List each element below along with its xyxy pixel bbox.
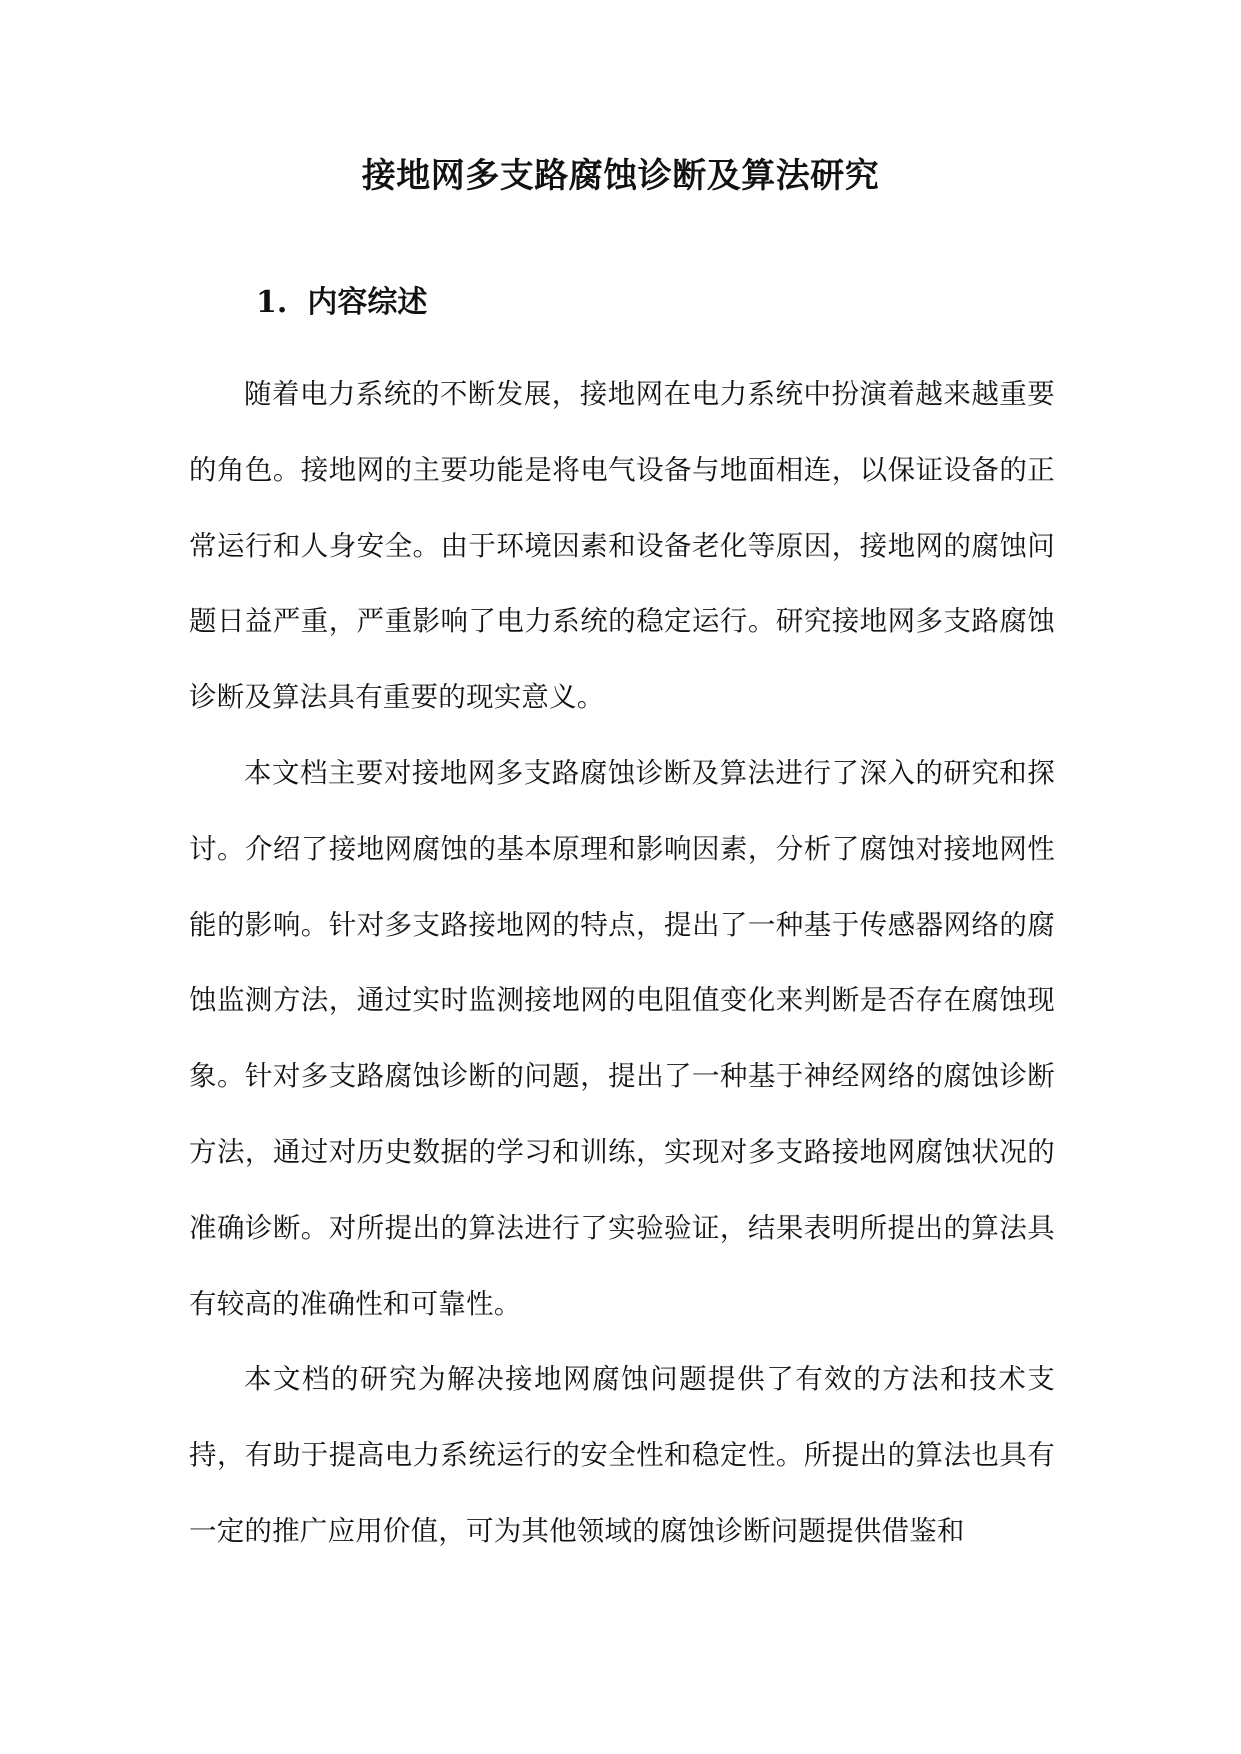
paragraph-2: 本文档主要对接地网多支路腐蚀诊断及算法进行了深入的研究和探讨。介绍了接地网腐蚀的基本原理和影响因素，分析了腐蚀对接地网性能的影响。针对多支路接地网的特点，提出了一种基于传感器网络的腐蚀监测方法，通过实时监测接地网的电阻值变化来判断是否存在腐蚀现象。针对多支路腐蚀诊断的问题，提出了一种基于神经网络的腐蚀诊断方法，通过对历史数据的学习和训练，实现对多支路接地网腐蚀状况的准确诊断。对所提出的算法进行了实验验证，结果表明所提出的算法具有较高的准确性和可靠性。 — [189, 756, 1055, 1320]
paragraph-3: 本文档的研究为解决接地网腐蚀问题提供了有效的方法和技术支持，有助于提高电力系统运行的安全性和稳定性。所提出的算法也具有一定的推广应用价值，可为其他领域的腐蚀诊断问题提供借鉴和 — [189, 1363, 1055, 1547]
paragraph-1: 随着电力系统的不断发展，接地网在电力系统中扮演着越来越重要的角色。接地网的主要功能是将电气设备与地面相连，以保证设备的正常运行和人身安全。由于环境因素和设备老化等原因，接地网的腐蚀问题日益严重，严重影响了电力系统的稳定运行。研究接地网多支路腐蚀诊断及算法具有重要的现实意义。 — [189, 378, 1055, 714]
section-heading-text: 内容综述 — [307, 285, 428, 320]
body-text — [189, 357, 1055, 1570]
section-heading — [256, 280, 427, 326]
section-number: 1. — [256, 285, 288, 320]
document-title: 接地网多支路腐蚀诊断及算法研究 — [361, 156, 880, 196]
